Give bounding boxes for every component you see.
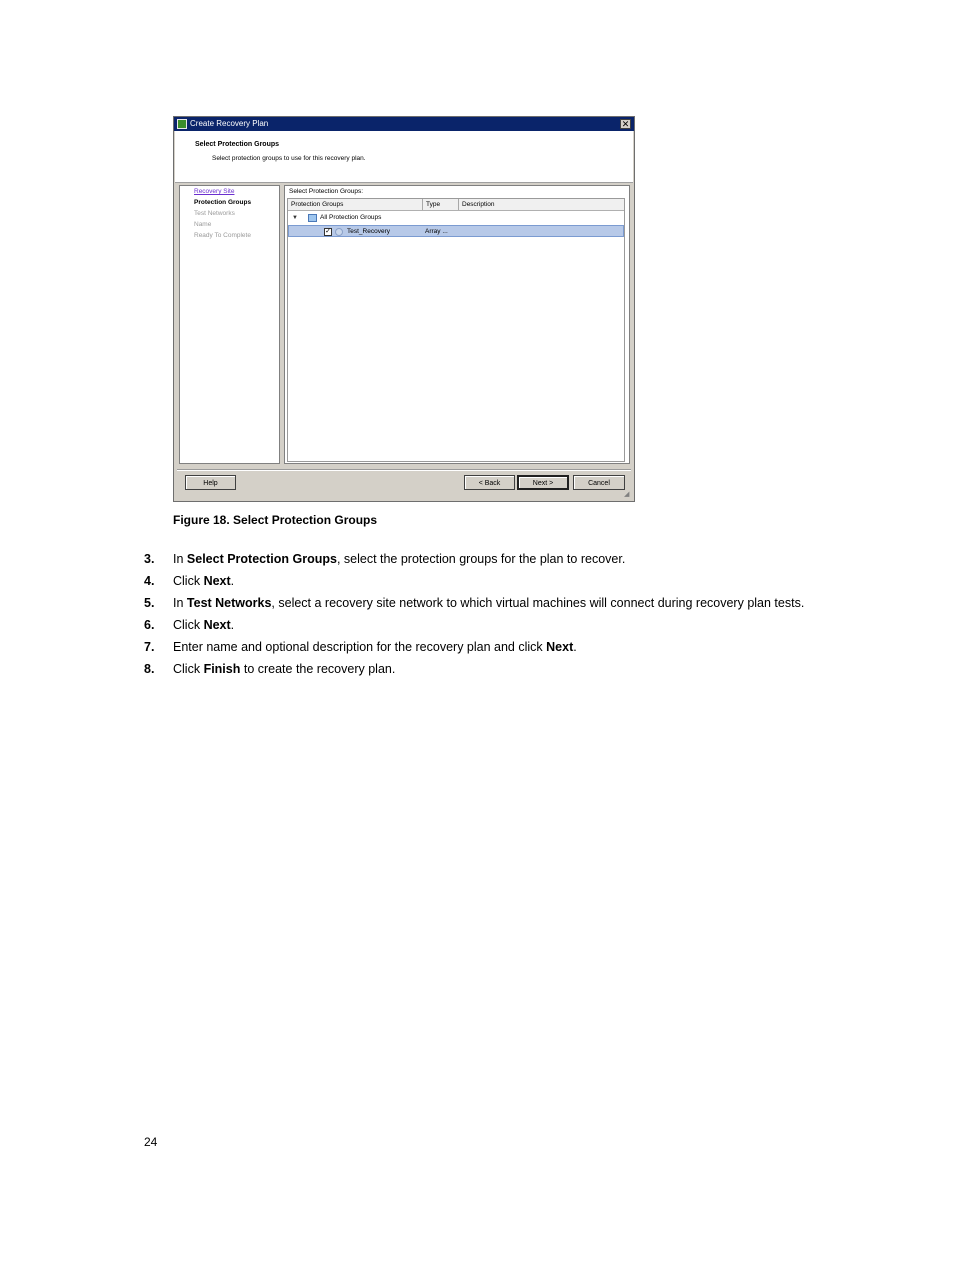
list-item [144, 617, 864, 639]
step-text: Click Next. [173, 618, 235, 632]
step-text: In Select Protection Groups, select the protection groups for the plan to recover. [173, 552, 626, 566]
protection-groups-grid[interactable] [287, 198, 625, 462]
step-number: 4. [144, 574, 155, 588]
step-number: 5. [144, 596, 155, 610]
back-button[interactable]: < Back [464, 475, 515, 490]
dialog-titlebar[interactable] [174, 117, 634, 131]
step-text: In Test Networks, select a recovery site network to which virtual machines will connect during recovery plan tests. [173, 596, 805, 610]
expand-arrow-icon[interactable]: ▼ [292, 215, 298, 221]
help-button[interactable]: Help [185, 475, 236, 490]
create-recovery-plan-dialog [173, 116, 635, 502]
list-item [144, 639, 864, 661]
wizard-header [175, 131, 633, 183]
resize-grip-icon[interactable]: ◢ [624, 491, 630, 498]
column-header-type[interactable]: Type [423, 199, 459, 210]
nav-item-name: Name [194, 221, 212, 228]
column-header-description[interactable]: Description [462, 201, 495, 208]
app-icon [177, 119, 187, 129]
row-name: Test_Recovery [347, 228, 390, 235]
step-number: 7. [144, 640, 155, 654]
nav-item-protection-groups: Protection Groups [194, 199, 252, 206]
list-item [144, 661, 864, 683]
figure-caption: Figure 18. Select Protection Groups [173, 513, 378, 527]
steps-list [144, 551, 864, 683]
nav-item-recovery-site[interactable]: Recovery Site [194, 188, 235, 195]
next-button[interactable]: Next > [517, 475, 569, 490]
page-number: 24 [144, 1135, 158, 1149]
nav-item-ready-to-complete: Ready To Complete [194, 232, 251, 239]
step-text: Click Finish to create the recovery plan. [173, 662, 396, 676]
content-caption: Select Protection Groups: [289, 188, 364, 195]
nav-item-test-networks: Test Networks [194, 210, 235, 217]
folder-icon [308, 214, 317, 222]
footer-divider [177, 469, 631, 471]
protection-group-icon [335, 228, 343, 236]
row-type: Array ... [425, 228, 448, 235]
tree-root-row[interactable] [288, 212, 624, 224]
column-header-protection-groups[interactable]: Protection Groups [288, 199, 423, 210]
step-text: Click Next. [173, 574, 235, 588]
step-number: 3. [144, 552, 155, 566]
step-number: 8. [144, 662, 155, 676]
step-number: 6. [144, 618, 155, 632]
row-checkbox[interactable]: ✓ [325, 228, 331, 235]
list-item [144, 573, 864, 595]
list-item [144, 595, 864, 617]
step-text: Enter name and optional description for the recovery plan and click Next. [173, 640, 577, 654]
wizard-content-panel [284, 185, 630, 464]
dialog-title: Create Recovery Plan [190, 119, 269, 128]
close-icon[interactable]: ✕ [621, 119, 630, 129]
list-item [144, 551, 864, 573]
tree-root-label: All Protection Groups [320, 214, 382, 221]
wizard-step-title: Select Protection Groups [195, 141, 280, 148]
cancel-button[interactable]: Cancel [573, 475, 625, 490]
wizard-step-subtitle: Select protection groups to use for this recovery plan. [212, 155, 366, 162]
grid-header [288, 199, 624, 211]
table-row[interactable] [288, 225, 624, 237]
wizard-nav-panel [179, 185, 280, 464]
